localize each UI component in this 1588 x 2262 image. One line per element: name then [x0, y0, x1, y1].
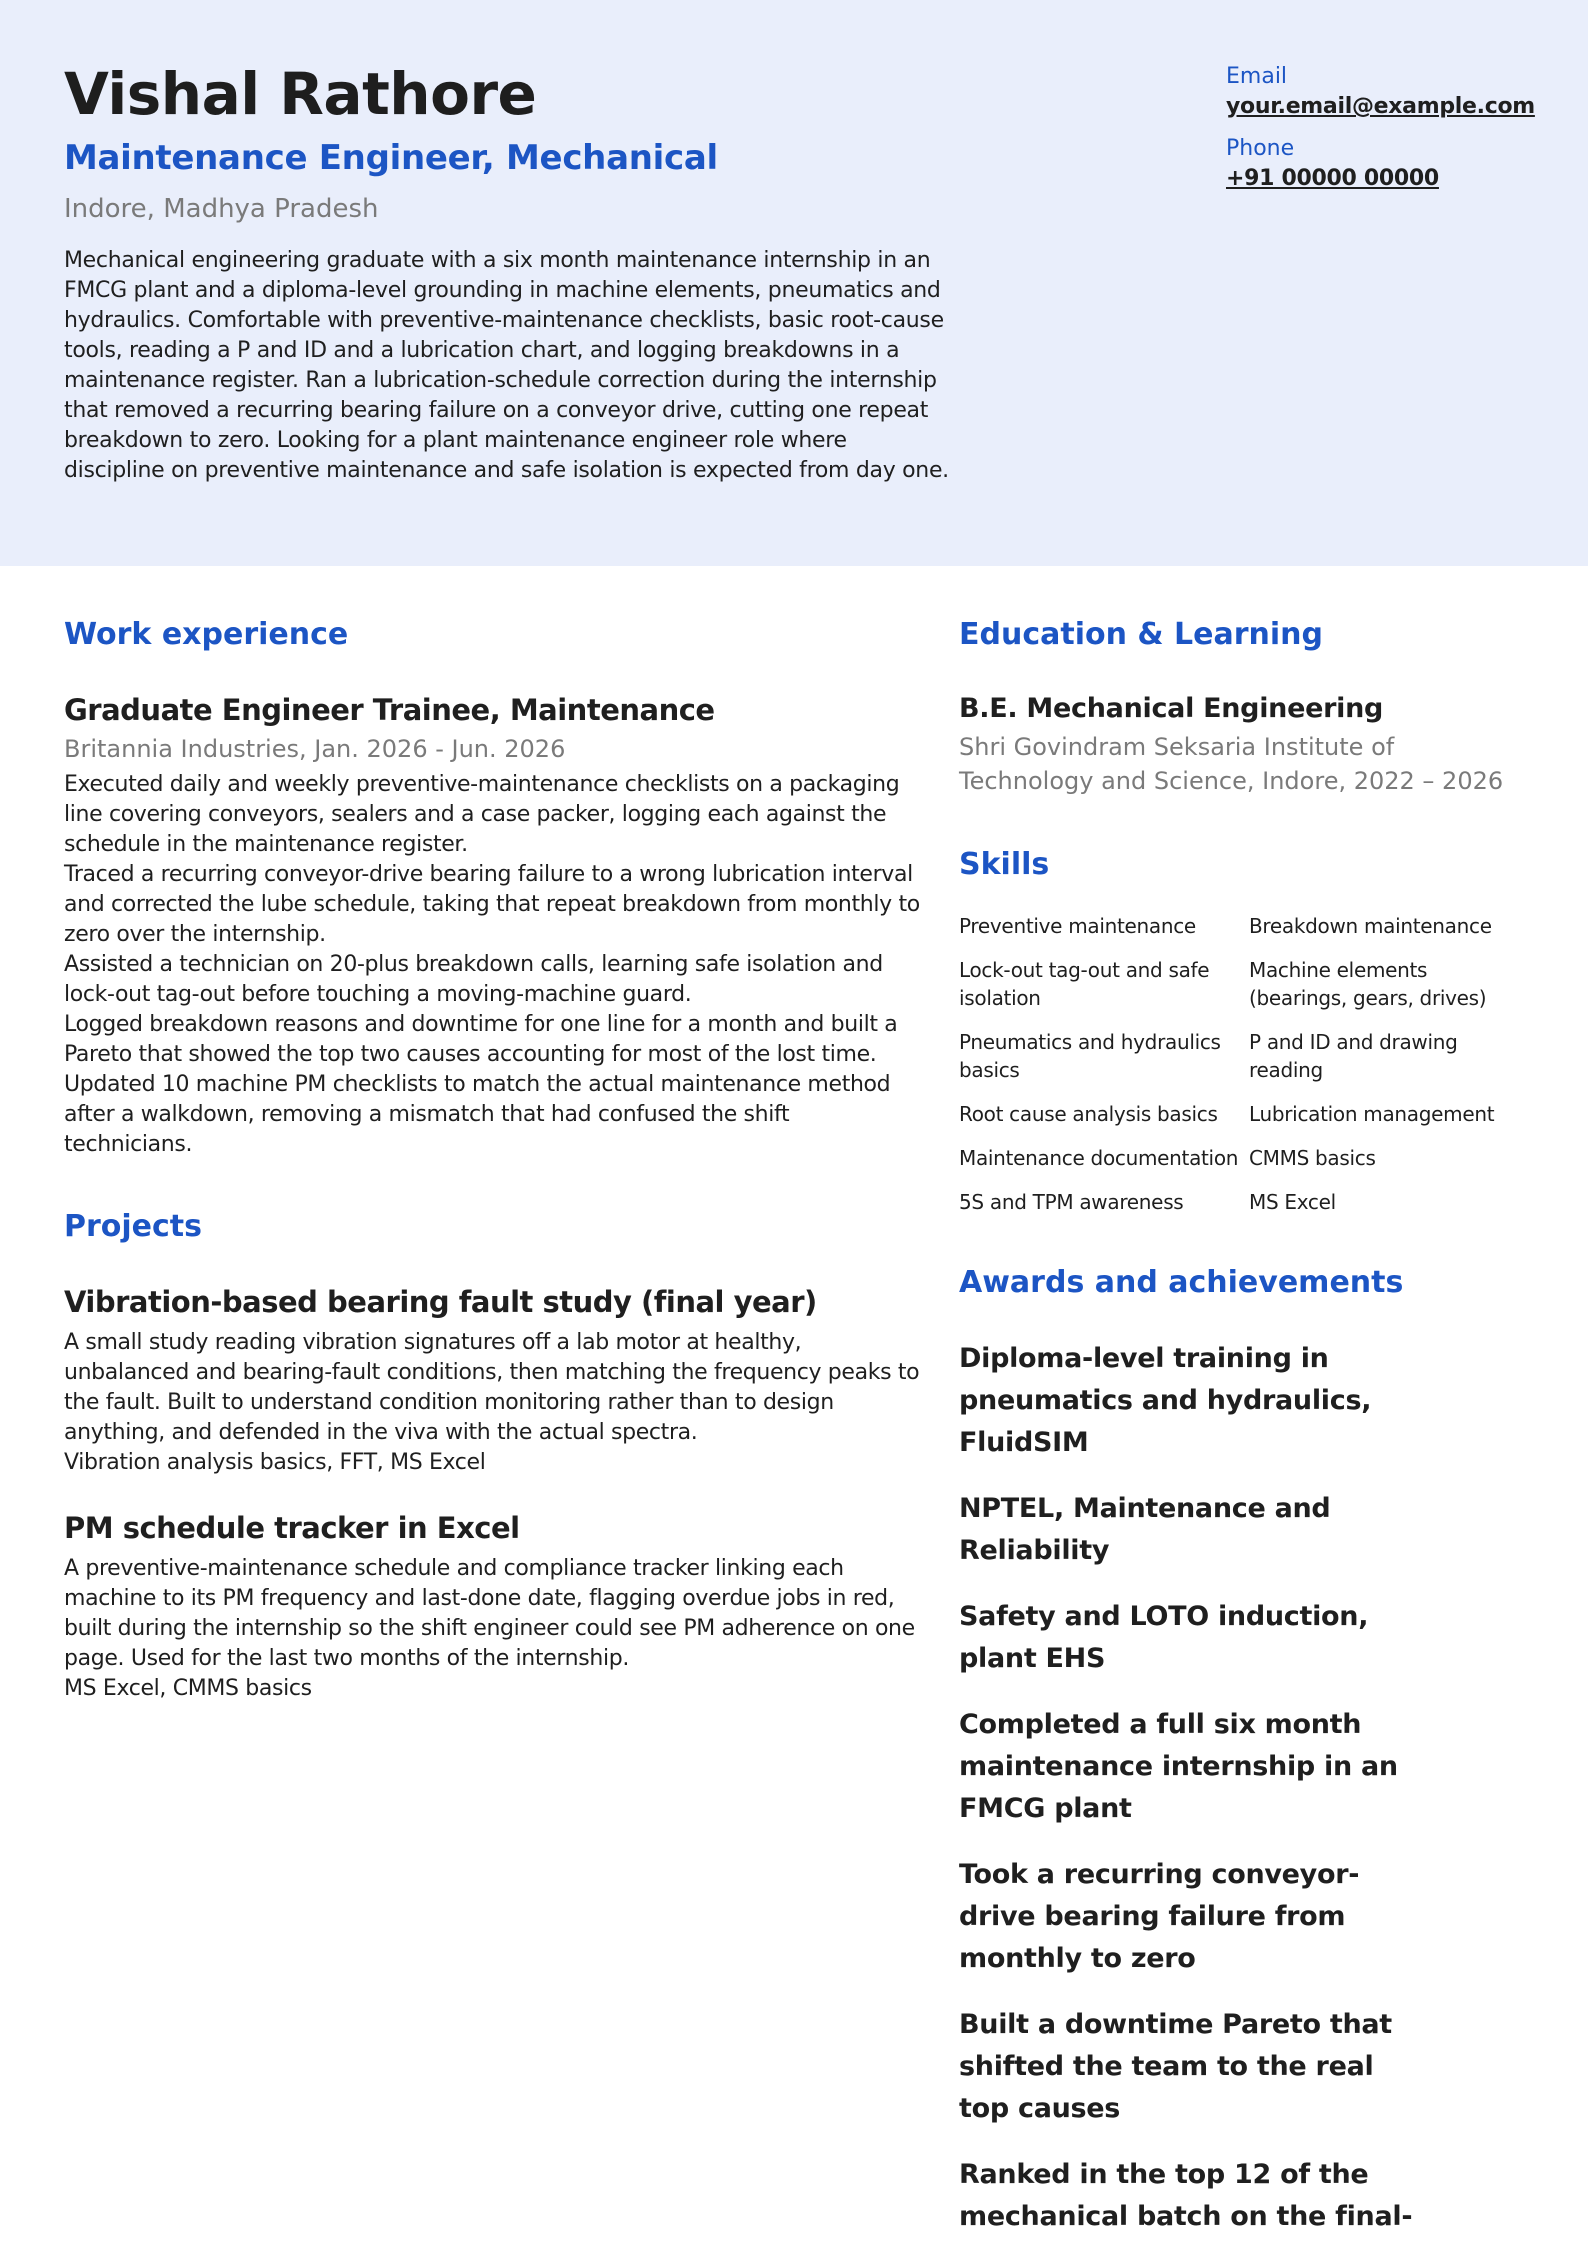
skill-item: Pneumatics and hydraulics basics	[959, 1030, 1221, 1082]
email-label: Email	[1226, 64, 1288, 89]
job-role: Maintenance Engineer, Mechanical	[64, 138, 718, 178]
awards-title: Awards and achievements	[959, 1265, 1404, 1300]
work-experience-title: Work experience	[64, 617, 349, 652]
job-bullet: Logged breakdown reasons and downtime for one line for a month and built a Pareto that showed the top two causes accounting for most of the lost time.	[64, 1012, 898, 1067]
skill-item: Lubrication management	[1249, 1102, 1495, 1126]
skills-grid	[959, 912, 1519, 1216]
award-item: Took a recurring conveyor-drive bearing failure from monthly to zero	[959, 1859, 1360, 1974]
award-item: Safety and LOTO induction, plant EHS	[959, 1601, 1369, 1674]
skill-item: Lock-out tag-out and safe isolation	[959, 958, 1210, 1010]
contact-block	[1226, 62, 1566, 206]
skill-item: MS Excel	[1249, 1190, 1336, 1214]
project-title: PM schedule tracker in Excel	[64, 1511, 520, 1545]
award-item: Ranked in the top 12 of the mechanical batch on the final-	[959, 2159, 1413, 2232]
summary: Mechanical engineering graduate with a six month maintenance internship in an FMCG plant and a diploma-level grounding in machine elements, pneumatics and hydraulics. Comfortable with preventive-maintenance checklists, basic root-cause tools, reading a P and ID and a lubrication chart, and logging breakdowns in a maintenance register. Ran a lubrication-schedule correction during the internship that removed a recurring bearing failure on a conveyor drive, cutting one repeat breakdown to zero. Looking for a plant maintenance engineer role where discipline on preventive maintenance and safe isolation is expected from day one.	[64, 248, 949, 483]
job-bullet: Traced a recurring conveyor-drive bearing failure to a wrong lubrication interval and corrected the lube schedule, taking that repeat breakdown from monthly to zero over the internship.	[64, 862, 920, 947]
education-title: Education & Learning	[959, 617, 1323, 652]
location: Indore, Madhya Pradesh	[64, 194, 379, 224]
job-meta: Britannia Industries, Jan. 2026 - Jun. 2026	[64, 735, 566, 763]
skill-item: Maintenance documentation	[959, 1146, 1239, 1170]
skill-item: Machine elements (bearings, gears, drives)	[1249, 958, 1487, 1010]
header-band	[0, 0, 1588, 566]
job-title: Graduate Engineer Trainee, Maintenance	[64, 693, 715, 727]
award-item: Built a downtime Pareto that shifted the team to the real top causes	[959, 2009, 1392, 2124]
skill-item: P and ID and drawing reading	[1249, 1030, 1458, 1082]
skill-item: CMMS basics	[1249, 1146, 1376, 1170]
project-description: A small study reading vibration signatures off a lab motor at healthy, unbalanced and bearing-fault conditions, then matching the frequency peaks to the fault. Built to understand condition monitoring rather than to design anything, and defended in the viva with the actual spectra.	[64, 1330, 920, 1445]
project-entry	[64, 1282, 924, 1478]
phone-link[interactable]: +91 00000 00000	[1226, 166, 1439, 191]
degree: B.E. Mechanical Engineering	[959, 693, 1384, 724]
skill-item: Breakdown maintenance	[1249, 914, 1492, 938]
awards-list	[959, 1338, 1519, 2238]
phone-label: Phone	[1226, 136, 1295, 161]
skill-item: 5S and TPM awareness	[959, 1190, 1184, 1214]
left-column	[64, 612, 924, 1734]
job-bullet: Updated 10 machine PM checklists to match the actual maintenance method after a walkdown, removing a mismatch that had confused the shift technicians.	[64, 1072, 891, 1157]
candidate-name: Vishal Rathore	[64, 60, 537, 128]
job-bullets	[64, 770, 924, 1160]
job-bullet: Executed daily and weekly preventive-maintenance checklists on a packaging line covering conveyors, sealers and a case packer, logging each against the schedule in the maintenance register.	[64, 772, 900, 857]
award-item: Diploma-level training in pneumatics and hydraulics, FluidSIM	[959, 1343, 1372, 1458]
skills-title: Skills	[959, 847, 1050, 882]
skill-item: Preventive maintenance	[959, 914, 1196, 938]
award-item: NPTEL, Maintenance and Reliability	[959, 1493, 1331, 1566]
skill-item: Root cause analysis basics	[959, 1102, 1218, 1126]
right-column	[959, 612, 1519, 2262]
email-link[interactable]: your.email@example.com	[1226, 94, 1535, 119]
projects-title: Projects	[64, 1209, 203, 1244]
project-title: Vibration-based bearing fault study (final year)	[64, 1285, 817, 1319]
job-entry	[64, 690, 924, 1160]
project-tools: MS Excel, CMMS basics	[64, 1676, 312, 1701]
award-item: Completed a full six month maintenance internship in an FMCG plant	[959, 1709, 1398, 1824]
project-tools: Vibration analysis basics, FFT, MS Excel	[64, 1450, 486, 1475]
project-description: A preventive-maintenance schedule and compliance tracker linking each machine to its PM frequency and last-done date, flagging overdue jobs in red, built during the internship so the shift engineer could see PM adherence on one page. Used for the last two months of the internship.	[64, 1556, 915, 1671]
institution: Shri Govindram Seksaria Institute of Technology and Science, Indore, 2022 – 2026	[959, 733, 1504, 795]
project-entry	[64, 1508, 924, 1704]
job-bullet: Assisted a technician on 20-plus breakdown calls, learning safe isolation and lock-out tag-out before touching a moving-machine guard.	[64, 952, 883, 1007]
